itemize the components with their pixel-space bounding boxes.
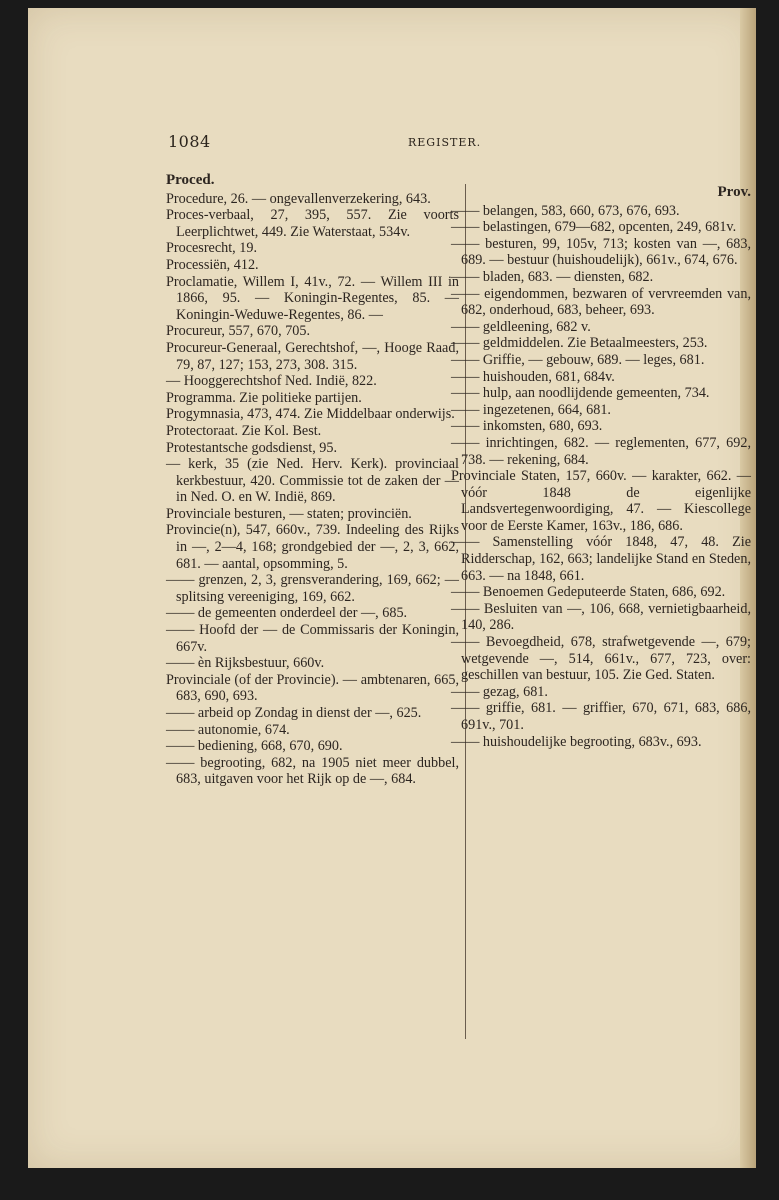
index-entry: Provincie(n), 547, 660v., 739. Indeeling des Rijks in —, 2—4, 168; grondgebied der —, 2, 3, 662, 681. — aantal, opsomming, 5.: [166, 522, 459, 572]
index-entry: Protestantsche godsdienst, 95.: [166, 439, 338, 456]
index-subentry: —— belastingen, 679—682, opcenten, 249, 681v.: [451, 219, 737, 236]
index-subentry: —— Benoemen Gedeputeerde Staten, 686, 692.: [451, 584, 726, 601]
index-subentry: —— Bevoegdheid, 678, strafwetgevende —, 679; wetgevende —, 514, 661v., 677, 723, over: geschillen van bestuur, 105. Zie Ged. Staten.: [451, 634, 751, 684]
index-subentry: —— hulp, aan noodlijdende gemeenten, 734.: [451, 385, 710, 402]
index-subentry: —— besturen, 99, 105v, 713; kosten van —, 683, 689. — bestuur (huishoudelijk), 661v., 674, 676.: [451, 235, 751, 269]
index-entry: Progymnasia, 473, 474. Zie Middelbaar onderwijs.: [166, 406, 455, 423]
page-header: [28, 128, 756, 152]
index-subentry: —— autonomie, 674.: [166, 721, 290, 738]
index-entry: Procureur-Generaal, Gerechtshof, —, Hooge Raad, 79, 87, 127; 153, 273, 308. 315.: [166, 339, 459, 373]
right-column: [451, 184, 751, 750]
index-subentry: —— bladen, 683. — diensten, 682.: [451, 268, 654, 285]
index-subentry: —— de gemeenten onderdeel der —, 685.: [166, 605, 408, 622]
index-subentry: —— Samenstelling vóór 1848, 47, 48. Zie Ridderschap, 162, 663; landelijke Stand en Steden, 663. — na 1848, 661.: [451, 534, 751, 584]
index-subentry: —— gezag, 681.: [451, 683, 548, 700]
index-subentry: —— griffie, 681. — griffier, 670, 671, 683, 686, 691v., 701.: [451, 700, 751, 733]
index-subentry: —— geldleening, 682 v.: [451, 318, 591, 335]
left-column: [166, 172, 459, 788]
index-entry: Procedure, 26. — ongevallenverzekering, 643.: [166, 190, 431, 207]
index-subentry: —— grenzen, 2, 3, grensverandering, 169, 662; — splitsing vereeniging, 169, 662.: [166, 572, 459, 605]
index-subentry: —— Griffie, — gebouw, 689. — leges, 681.: [451, 351, 705, 368]
index-subentry: —— ingezetenen, 664, 681.: [451, 401, 611, 418]
index-subentry: —— geldmiddelen. Zie Betaalmeesters, 253.: [451, 335, 708, 352]
index-subentry: —— inrichtingen, 682. — reglementen, 677, 692, 738. — rekening, 684.: [451, 434, 751, 468]
page-number: 1084: [168, 132, 211, 151]
index-entry: Provinciale (of der Provincie). — ambtenaren, 665, 683, 690, 693.: [166, 671, 459, 705]
index-subentry: —— arbeid op Zondag in dienst der —, 625.: [166, 705, 422, 721]
index-entry: Provinciale Staten, 157, 660v. — karakter, 662. — vóór 1848 de eigenlijke Landsvertegenwoordiging, 47. — Kiescollege voor de Eerste Kamer, 163v., 186, 686.: [451, 468, 751, 534]
running-title: REGISTER.: [408, 136, 482, 149]
index-subentry: —— huishoudelijke begrooting, 683v., 693.: [451, 733, 702, 750]
index-subentry: —— Hoofd der — de Commissaris der Koningin, 667v.: [166, 622, 459, 655]
index-subentry: —— èn Rijksbestuur, 660v.: [166, 655, 325, 672]
index-entry: Procesrecht, 19.: [166, 240, 258, 257]
index-subentry: — Hooggerechtshof Ned. Indië, 822.: [166, 373, 377, 390]
index-entry: Processiën, 412.: [166, 256, 259, 273]
left-catchword: Proced.: [166, 172, 215, 188]
index-subentry: —— Besluiten van —, 106, 668, vernietigbaarheid, 140, 286.: [451, 600, 751, 634]
index-entry: Proces-verbaal, 27, 395, 557. Zie voorts Leerplichtwet, 449. Zie Waterstaat, 534v.: [166, 207, 459, 240]
index-entry: Procureur, 557, 670, 705.: [166, 323, 311, 340]
index-subentry: —— begrooting, 682, na 1905 niet meer dubbel, 683, uitgaven voor het Rijk op de —, 684.: [166, 754, 459, 788]
index-subentry: —— inkomsten, 680, 693.: [451, 418, 603, 435]
book-page: [28, 8, 756, 1168]
index-subentry: —— huishouden, 681, 684v.: [451, 368, 615, 385]
index-subentry: —— eigendommen, bezwaren of vervreemden van, 682, onderhoud, 683, beheer, 693.: [451, 285, 751, 319]
right-catchword: Prov.: [717, 184, 751, 200]
index-subentry: —— belangen, 583, 660, 673, 676, 693.: [451, 202, 680, 219]
index-subentry: —— bediening, 668, 670, 690.: [166, 738, 343, 755]
index-entry: Programma. Zie politieke partijen.: [166, 389, 362, 406]
index-subentry: — kerk, 35 (zie Ned. Herv. Kerk). provinciaal kerkbestuur, 420. Commissie tot de zaken der — in Ned. O. en W. Indië, 869.: [166, 456, 459, 506]
index-entry: Provinciale besturen, — staten; provinciën.: [166, 505, 412, 522]
index-entry: Proclamatie, Willem I, 41v., 72. — Willem III in 1866, 95. — Koningin-Regentes, 85. — Koningin-Weduwe-Regentes, 86. —: [166, 273, 459, 323]
index-entry: Protectoraat. Zie Kol. Best.: [166, 422, 322, 439]
